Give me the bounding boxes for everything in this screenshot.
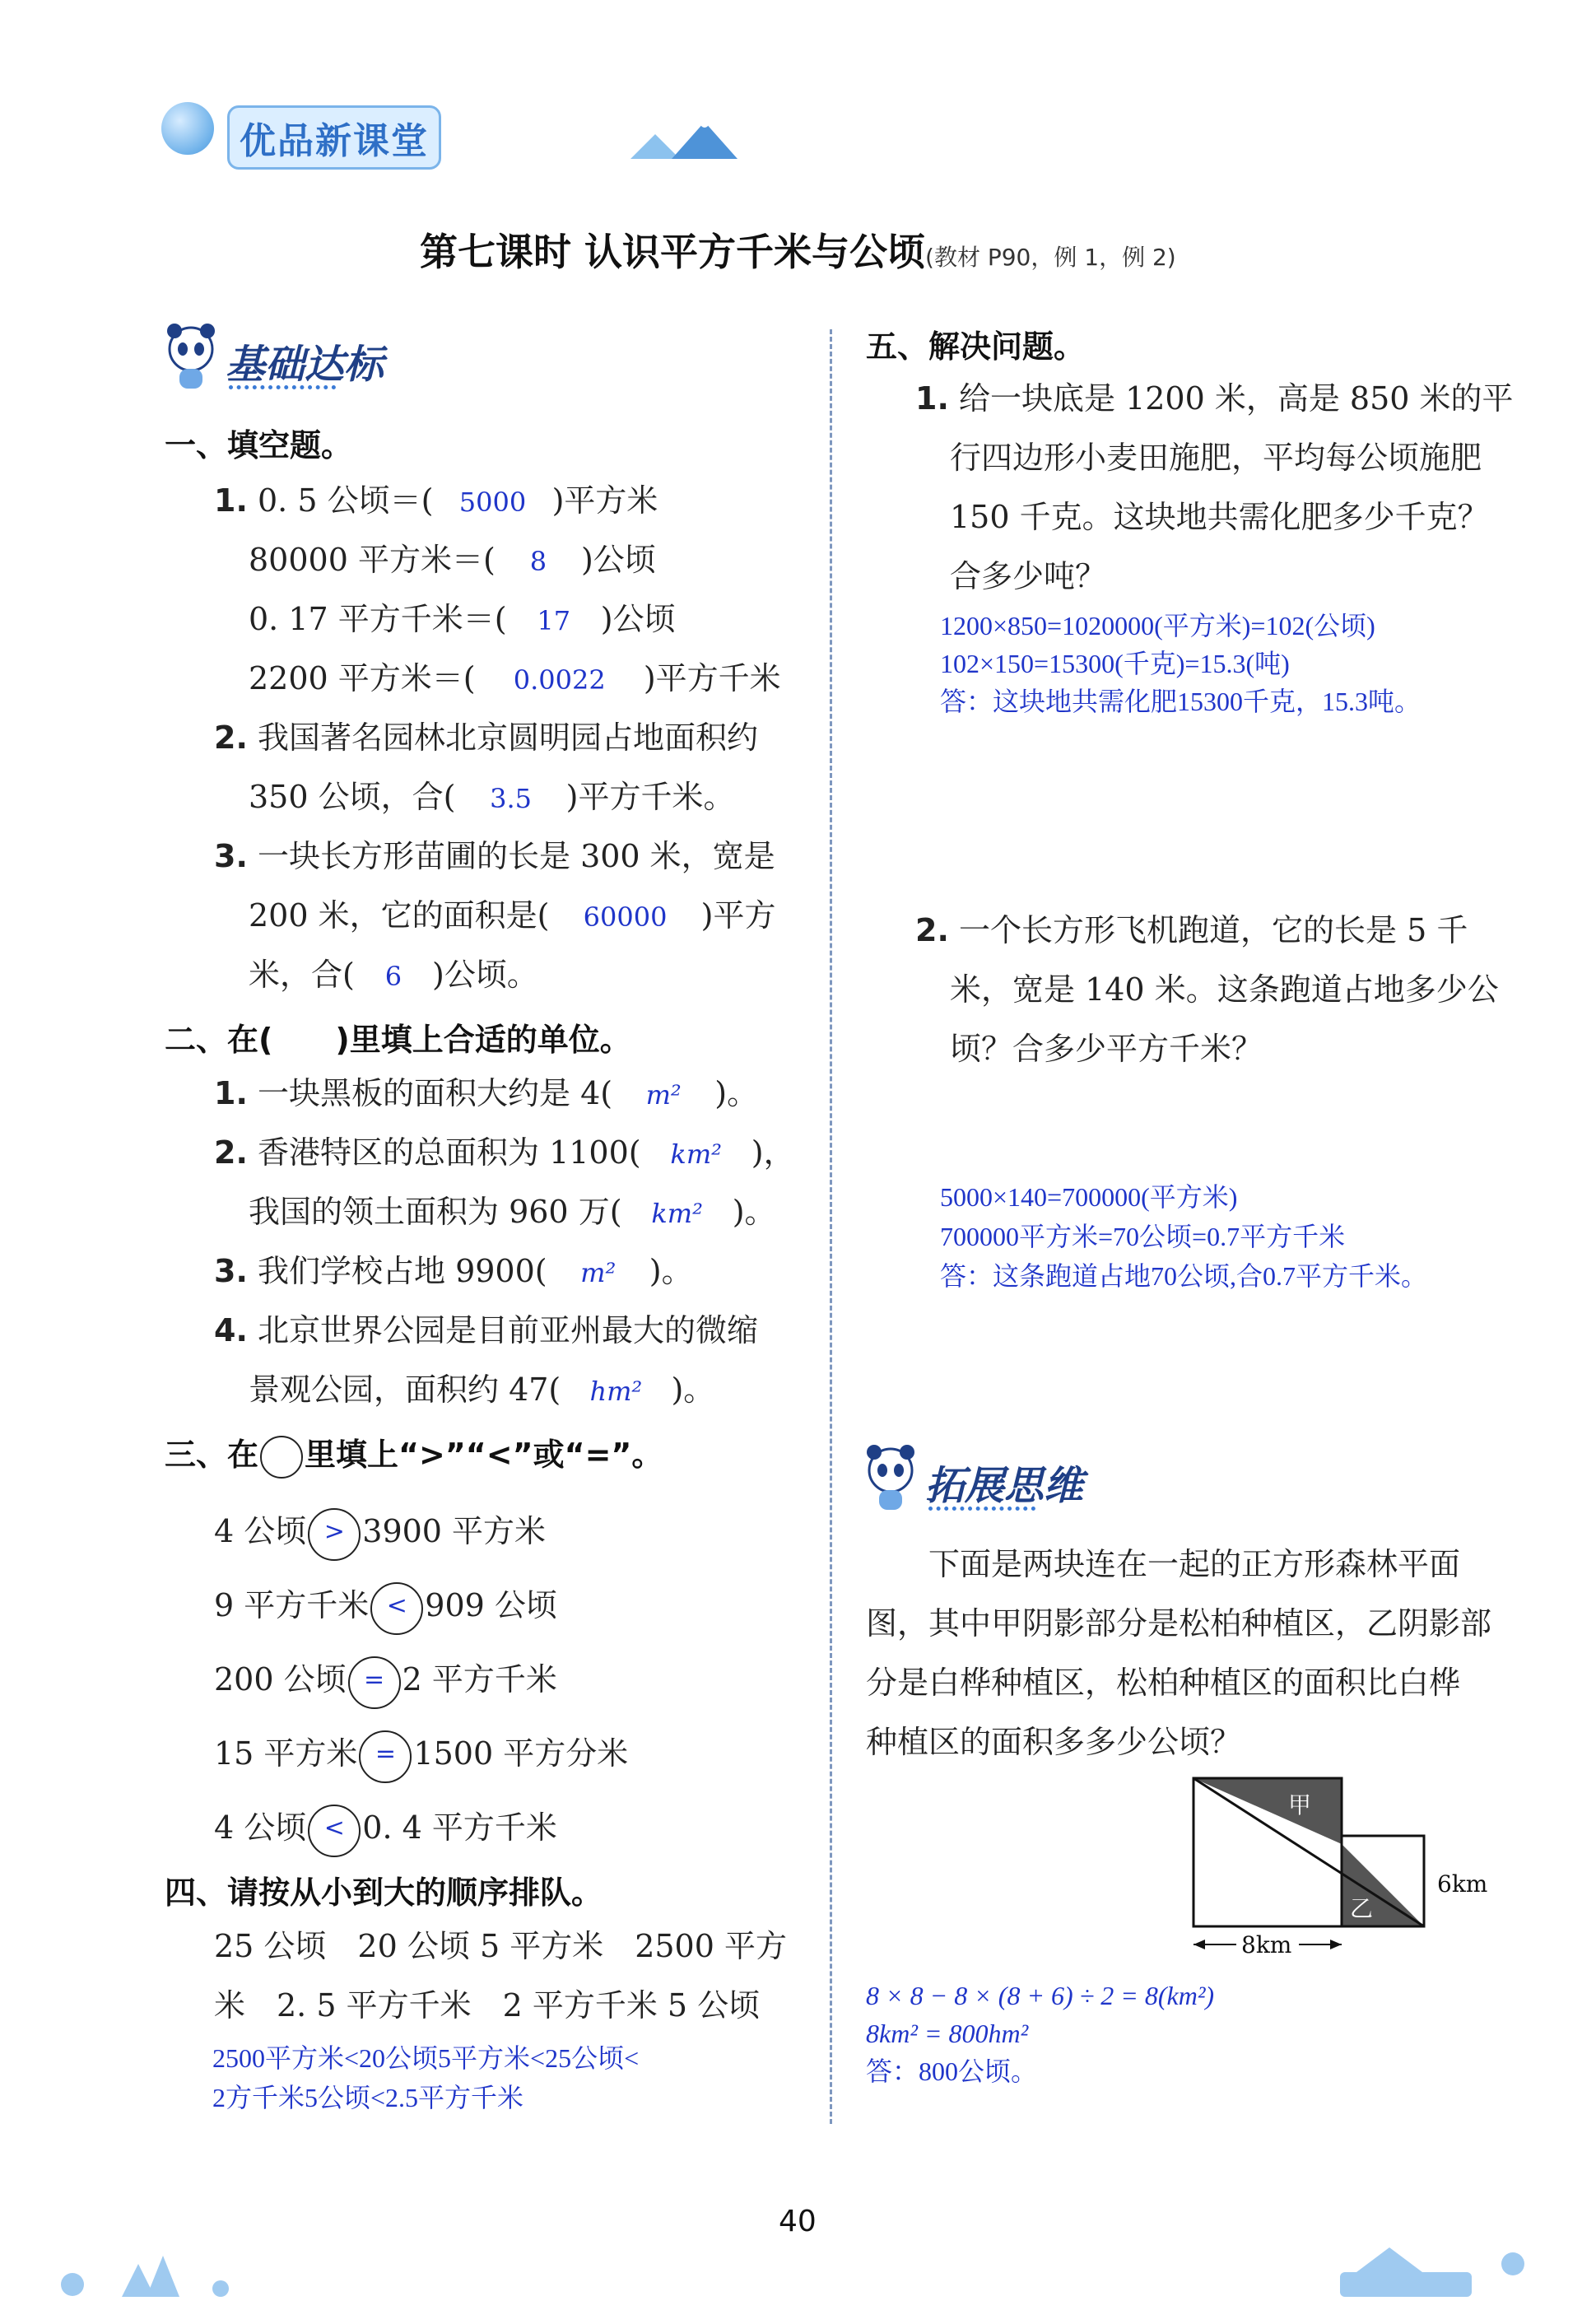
q1-item-2 — [214, 708, 758, 767]
q2-item-3 — [214, 1241, 693, 1302]
ext-answer-1: 8 × 8 − 8 × (8 + 6) ÷ 2 = 8(km²) — [866, 1981, 1215, 2010]
q1-item-1-text: 0. 5 公顷＝( — [257, 482, 434, 519]
q2-answer-1: m² — [645, 1079, 682, 1111]
ext-answer-3: 答：800公顷。 — [866, 2056, 1038, 2086]
q5-p2-answer-3: 答：这条跑道占地70公顷,合0.7平方千米。 — [940, 1261, 1428, 1291]
q5-p2-answer-2: 700000平方米=70公顷=0.7平方千米 — [940, 1222, 1346, 1251]
q4-answer-2: 2方千米5公顷<2.5平方千米 — [212, 2083, 524, 2112]
arrow-right-icon — [1330, 1940, 1342, 1949]
q2-answer-4: m² — [580, 1257, 617, 1288]
q1-item-3c-unit: )公顷。 — [432, 957, 538, 993]
q1-item-3-text: 一块长方形苗圃的长是 300 米，宽是 — [257, 838, 775, 874]
q5-p2-text: 一个长方形飞机跑道，它的长是 5 千 — [958, 912, 1468, 948]
q3-row-2 — [214, 1576, 557, 1635]
q3-row-right: 909 公顷 — [425, 1587, 557, 1623]
label-6km: 6km — [1437, 1870, 1488, 1898]
q2-item-2 — [214, 1123, 795, 1184]
dotted-underline — [229, 385, 336, 389]
q1-item-2b-unit: )平方千米。 — [565, 779, 735, 815]
q2-item-4b-text: 景观公园，面积约 47( — [249, 1372, 561, 1408]
label-jia: 甲 — [1288, 1791, 1312, 1819]
q1-item-1c — [249, 589, 676, 650]
page-number: 40 — [779, 2205, 817, 2238]
q1-item-3c-text: 米，合( — [249, 957, 355, 993]
q2-item-4-text: 北京世界公园是目前亚州最大的微缩 — [257, 1312, 758, 1348]
q1-answer-7: 6 — [384, 961, 402, 992]
item-number: 3. — [214, 1253, 248, 1289]
item-number: 1. — [214, 482, 248, 519]
q1-answer-1: 5000 — [458, 487, 527, 518]
q5-p2-line-1 — [915, 901, 1468, 960]
q1-answer-4: 0.0022 — [513, 664, 606, 696]
q2-item-2b-text: 我国的领土面积为 960 万( — [249, 1194, 622, 1230]
q5-p1-text: 给一块底是 1200 米，高是 850 米的平 — [958, 380, 1514, 417]
item-number: 2. — [214, 720, 248, 756]
q1-item-3 — [214, 827, 775, 886]
q2-item-2-text: 香港特区的总面积为 1100( — [257, 1134, 641, 1171]
lesson-title — [420, 222, 1176, 277]
q1-item-2-text: 我国著名园林北京圆明园占地面积约 — [257, 720, 758, 756]
q3-row-left: 200 公顷 — [214, 1661, 347, 1698]
q2-item-2-end: )， — [751, 1134, 795, 1171]
panda-icon — [161, 321, 221, 395]
q1-heading: 一、填空题。 — [165, 427, 353, 463]
q3-row-right: 1500 平方分米 — [413, 1735, 629, 1772]
q5-p1-answer-2: 102×150=15300(千克)=15.3(吨) — [940, 649, 1290, 678]
mountain-icon — [622, 114, 754, 163]
q3-row-4 — [214, 1724, 628, 1783]
q2-item-3-text: 我们学校占地 9900( — [257, 1253, 547, 1289]
column-divider — [830, 329, 832, 2124]
q5-p2-line-3: 顷？合多少平方千米？ — [950, 1031, 1263, 1067]
q2-item-2b-end: )。 — [732, 1194, 776, 1230]
q3-row-right: 0. 4 平方千米 — [362, 1809, 557, 1846]
q2-answer-2: km² — [670, 1139, 722, 1170]
q3-row-right: 2 平方千米 — [402, 1661, 557, 1698]
item-number: 3. — [214, 838, 248, 874]
q2-item-2b — [249, 1182, 776, 1243]
balloon-icon — [161, 102, 214, 155]
q4-answer-1: 2500平方米<20公顷5平方米<25公顷< — [212, 2043, 640, 2073]
q5-p2-answer-1: 5000×140=700000(平方米) — [940, 1182, 1238, 1212]
q3-row-left: 15 平方米 — [214, 1735, 358, 1772]
q1-item-1d-text: 2200 平方米＝( — [249, 660, 476, 696]
q2-heading: 二、在( )里填上合适的单位。 — [165, 1022, 631, 1058]
q1-item-1d-unit: )平方千米 — [643, 660, 781, 696]
q1-answer-2: 8 — [529, 546, 547, 577]
item-number: 1. — [214, 1075, 248, 1111]
q1-item-1b — [249, 530, 656, 591]
item-number: 2. — [915, 912, 949, 948]
q2-item-1-text: 一块黑板的面积大约是 4( — [257, 1075, 613, 1111]
q3-row-3 — [214, 1650, 557, 1709]
q1-item-1-unit: )平方米 — [551, 482, 658, 519]
compare-circle: < — [308, 1805, 361, 1857]
q3-heading-pre: 三、在 — [165, 1437, 259, 1473]
q1-item-1c-text: 0. 17 平方千米＝( — [249, 601, 507, 637]
q3-heading-post: 里填上“>”“<”或“=”。 — [305, 1437, 663, 1473]
q1-answer-6: 60000 — [583, 901, 668, 933]
q3-heading — [165, 1429, 663, 1479]
forest-diagram — [1185, 1770, 1515, 1968]
section-badge-label: 基础达标 — [226, 342, 384, 388]
q4-line-2: 米 2. 5 平方千米 2 平方千米 5 公顷 — [214, 1987, 761, 2024]
item-number: 2. — [214, 1134, 248, 1171]
arrow-left-icon — [1194, 1940, 1205, 1949]
ext-text-line-4: 种植区的面积多多少公顷？ — [866, 1724, 1242, 1760]
q3-row-left: 4 公顷 — [214, 1513, 307, 1549]
q5-p1-answer-3: 答：这块地共需化肥15300千克，15.3吨。 — [940, 687, 1422, 716]
q5-heading: 五、解决问题。 — [866, 328, 1086, 365]
ext-text-line-1: 下面是两块连在一起的正方形森林平面 — [928, 1546, 1461, 1582]
lesson-reference: (教材 P90，例 1，例 2) — [925, 244, 1176, 271]
ext-answer-2: 8km² = 800hm² — [866, 2019, 1029, 2048]
compare-circle: = — [348, 1656, 401, 1709]
q4-heading: 四、请按从小到大的顺序排队。 — [165, 1875, 603, 1911]
compare-circle: = — [359, 1730, 412, 1783]
blank-circle-icon — [260, 1436, 303, 1479]
q1-item-3c — [249, 945, 538, 1006]
brand-title: 优品新课堂 — [227, 105, 441, 170]
lesson-title-text: 第七课时 认识平方千米与公顷 — [420, 230, 926, 274]
q4-line-1: 25 公顷 20 公顷 5 平方米 2500 平方 — [214, 1928, 787, 1964]
label-yi: 乙 — [1350, 1895, 1374, 1922]
q3-row-1 — [214, 1502, 546, 1561]
q1-item-1 — [214, 471, 658, 532]
section-badge-label: 拓展思维 — [925, 1463, 1084, 1509]
q5-p1-answer-1: 1200×850=1020000(平方米)=102(公顷) — [940, 611, 1375, 640]
q5-p2-line-2: 米，宽是 140 米。这条跑道占地多少公 — [950, 971, 1499, 1008]
q5-p1-line-4: 合多少吨？ — [950, 558, 1107, 594]
q1-item-2b — [249, 767, 734, 828]
q1-item-3b-text: 200 米，它的面积是( — [249, 897, 550, 934]
q1-answer-5: 3.5 — [490, 783, 532, 814]
q2-item-3-end: )。 — [649, 1253, 693, 1289]
q1-item-1c-unit: )公顷 — [600, 601, 676, 637]
q1-item-2b-text: 350 公顷，合( — [249, 779, 456, 815]
item-number: 1. — [915, 380, 949, 417]
q1-item-1b-text: 80000 平方米＝( — [249, 542, 496, 578]
label-8km: 8km — [1241, 1931, 1292, 1958]
compare-circle: > — [308, 1508, 361, 1561]
q1-item-3b-unit: )平方 — [700, 897, 776, 934]
q2-item-4b-end: )。 — [671, 1372, 715, 1408]
q3-row-right: 3900 平方米 — [362, 1513, 547, 1549]
item-number: 4. — [214, 1312, 248, 1348]
q5-p1-line-2: 行四边形小麦田施肥，平均每公顷施肥 — [950, 440, 1482, 476]
panda-icon — [861, 1442, 920, 1516]
q5-p1-line-3: 150 千克。这块地共需化肥多少千克？ — [950, 499, 1489, 535]
q5-p1-line-1 — [915, 369, 1514, 428]
q2-answer-3: km² — [651, 1198, 703, 1229]
compare-circle: < — [370, 1582, 423, 1635]
q3-row-left: 4 公顷 — [214, 1809, 307, 1846]
q2-item-4 — [214, 1301, 758, 1360]
q3-row-5 — [214, 1798, 557, 1857]
shaded-region-jia — [1194, 1778, 1342, 1844]
q1-item-1d — [249, 649, 781, 710]
ext-text-line-2: 图，其中甲阴影部分是松柏种植区，乙阴影部 — [866, 1605, 1492, 1642]
q1-item-1b-unit: )公顷 — [580, 542, 656, 578]
q3-row-left: 9 平方千米 — [214, 1587, 370, 1623]
q2-item-1-end: )。 — [714, 1075, 759, 1111]
q1-item-3b — [249, 886, 775, 947]
q1-answer-3: 17 — [537, 605, 571, 636]
q2-item-4b — [249, 1360, 714, 1421]
q2-answer-5: hm² — [589, 1376, 643, 1407]
q2-item-1 — [214, 1064, 758, 1125]
dotted-underline — [928, 1507, 1035, 1511]
ext-text-line-3: 分是白桦种植区，松柏种植区的面积比白桦 — [866, 1665, 1461, 1701]
